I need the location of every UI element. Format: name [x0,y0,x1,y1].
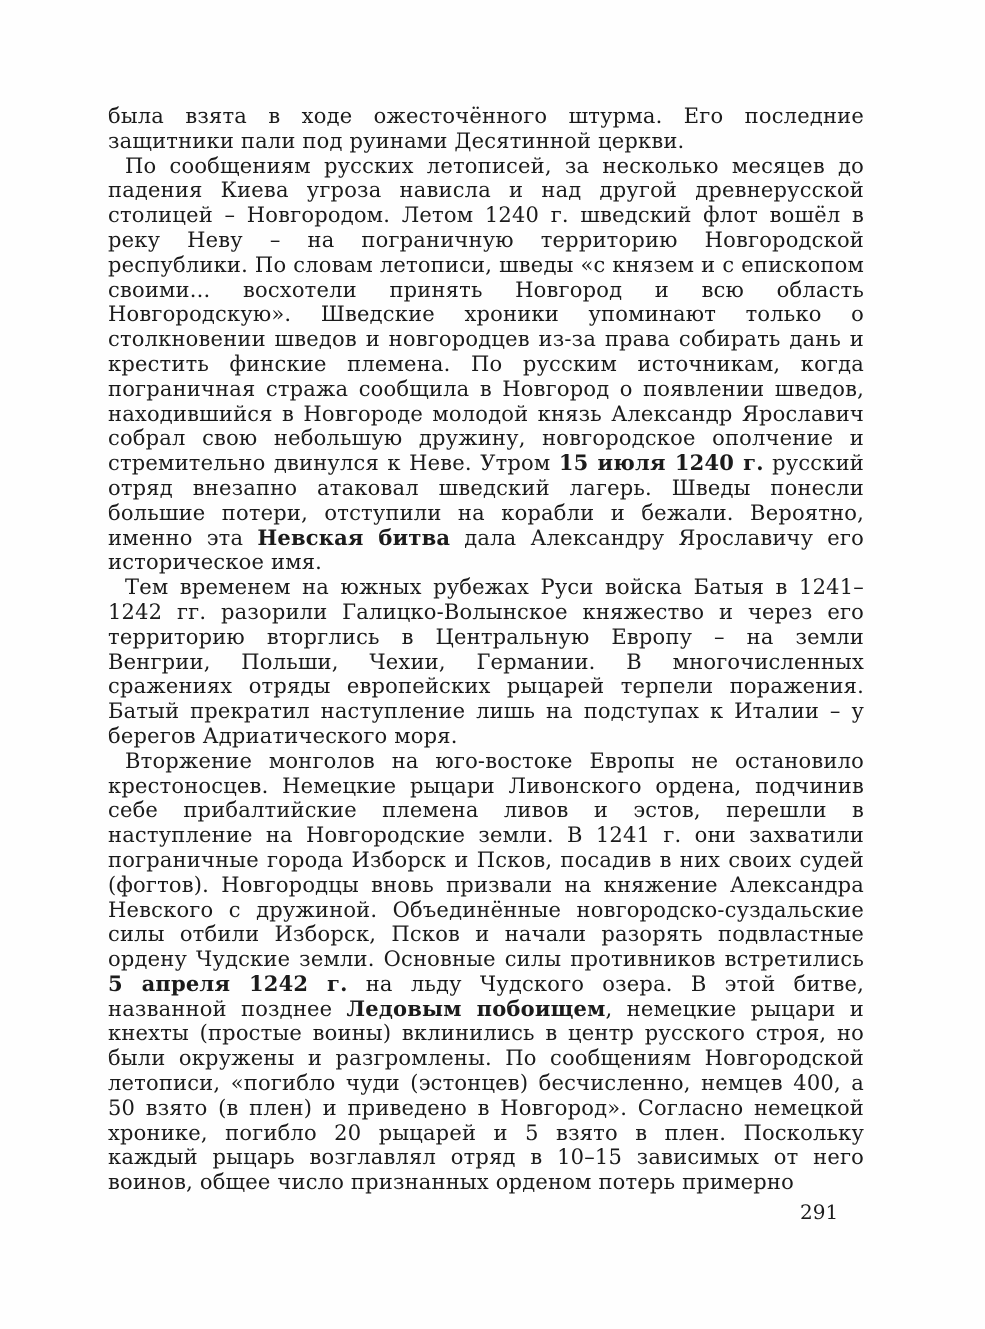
text-run: По сообщениям русских летописей, за несколько месяцев до падения Киева угроза нависла и над другой древнерусской столицей – Новгородом. Летом 1240 г. шведский флот вошёл в реку Неву – на пограничную территорию Новгородской республики. По словам летописи, шведы «с князем и с епископом своими... восхотели принять Новгород и всю область Новгородскую». Шведские хроники упоминают только о столкновении шведов и новгородцев из-за права собирать дань и крестить финские племена. По русским источникам, когда пограничная стража сообщила в Новгород о появлении шведов, находившийся в Новгороде молодой князь Александр Ярославич собрал свою небольшую дружину, новгородское ополчение и стремительно двинулся к Неве. Утром [108,153,864,476]
page-number: 291 [800,1200,839,1224]
paragraph [108,749,864,1195]
text-run: русский отряд внезапно атаковал шведский лагерь. Шведы понесли большие потери, отступили на корабли и бежали. Вероятно, именно эта [108,451,864,550]
text-block [108,104,864,1195]
paragraph [108,104,864,154]
paragraph [108,575,864,749]
bold-text-run: Невская битва [257,524,451,550]
text-run: Тем временем на южных рубежах Руси войска Батыя в 1241–1242 гг. разорили Галицко-Волынское княжество и через его территорию вторглись в Центральную Европу – на земли Венгрии, Польши, Чехии, Германии. В многочисленных сражениях отряды европейских рыцарей терпели поражения. Батый прекратил наступление лишь на подступах к Италии – у берегов Адриатического моря. [108,575,864,748]
text-run: , немецкие рыцари и кнехты (простые воины) вклинились в центр русского строя, но были окружены и разгромлены. По сообщениям Новгородской летописи, «погибло чуди (эстонцев) бесчисленно, немцев 400, а 50 взято (в плен) и приведено в Новгород». Согласно немецкой хронике, погибло 20 рыцарей и 5 взято в плен. Поскольку каждый рыцарь возглавлял отряд в 10–15 зависимых от него воинов, общее число признанных орденом потерь примерно [108,996,865,1195]
text-run: дала Александру Ярославичу его историческое имя. [108,525,864,575]
text-run: Вторжение монголов на юго-востоке Европы не остановило крестоносцев. Немецкие рыцари Ливонского ордена, подчинив себе прибалтийские племена ливов и эстов, перешли в наступление на Новгородские земли. В 1241 г. они захватили пограничные города Изборск и Псков, посадив в них своих судей (фогтов). Новгородцы вновь призвали на княжение Александра Невского с дружиной. Объединённые новгородско-суздальские силы отбили Изборск, Псков и начали разорять подвластные ордену Чудские земли. Основные силы противников встретились [108,748,864,972]
bold-text-run: 5 апреля 1242 г. [108,970,348,996]
bold-text-run: Ледовым побоищем [346,995,606,1021]
paragraph [108,154,864,576]
text-run: на льду Чудского озера. В этой битве, названной позднее [108,971,864,1021]
text-run: была взята в ходе ожесточённого штурма. Его последние защитники пали под руинами Десятинной церкви. [108,104,864,153]
bold-text-run: 15 июля 1240 г. [558,450,764,476]
